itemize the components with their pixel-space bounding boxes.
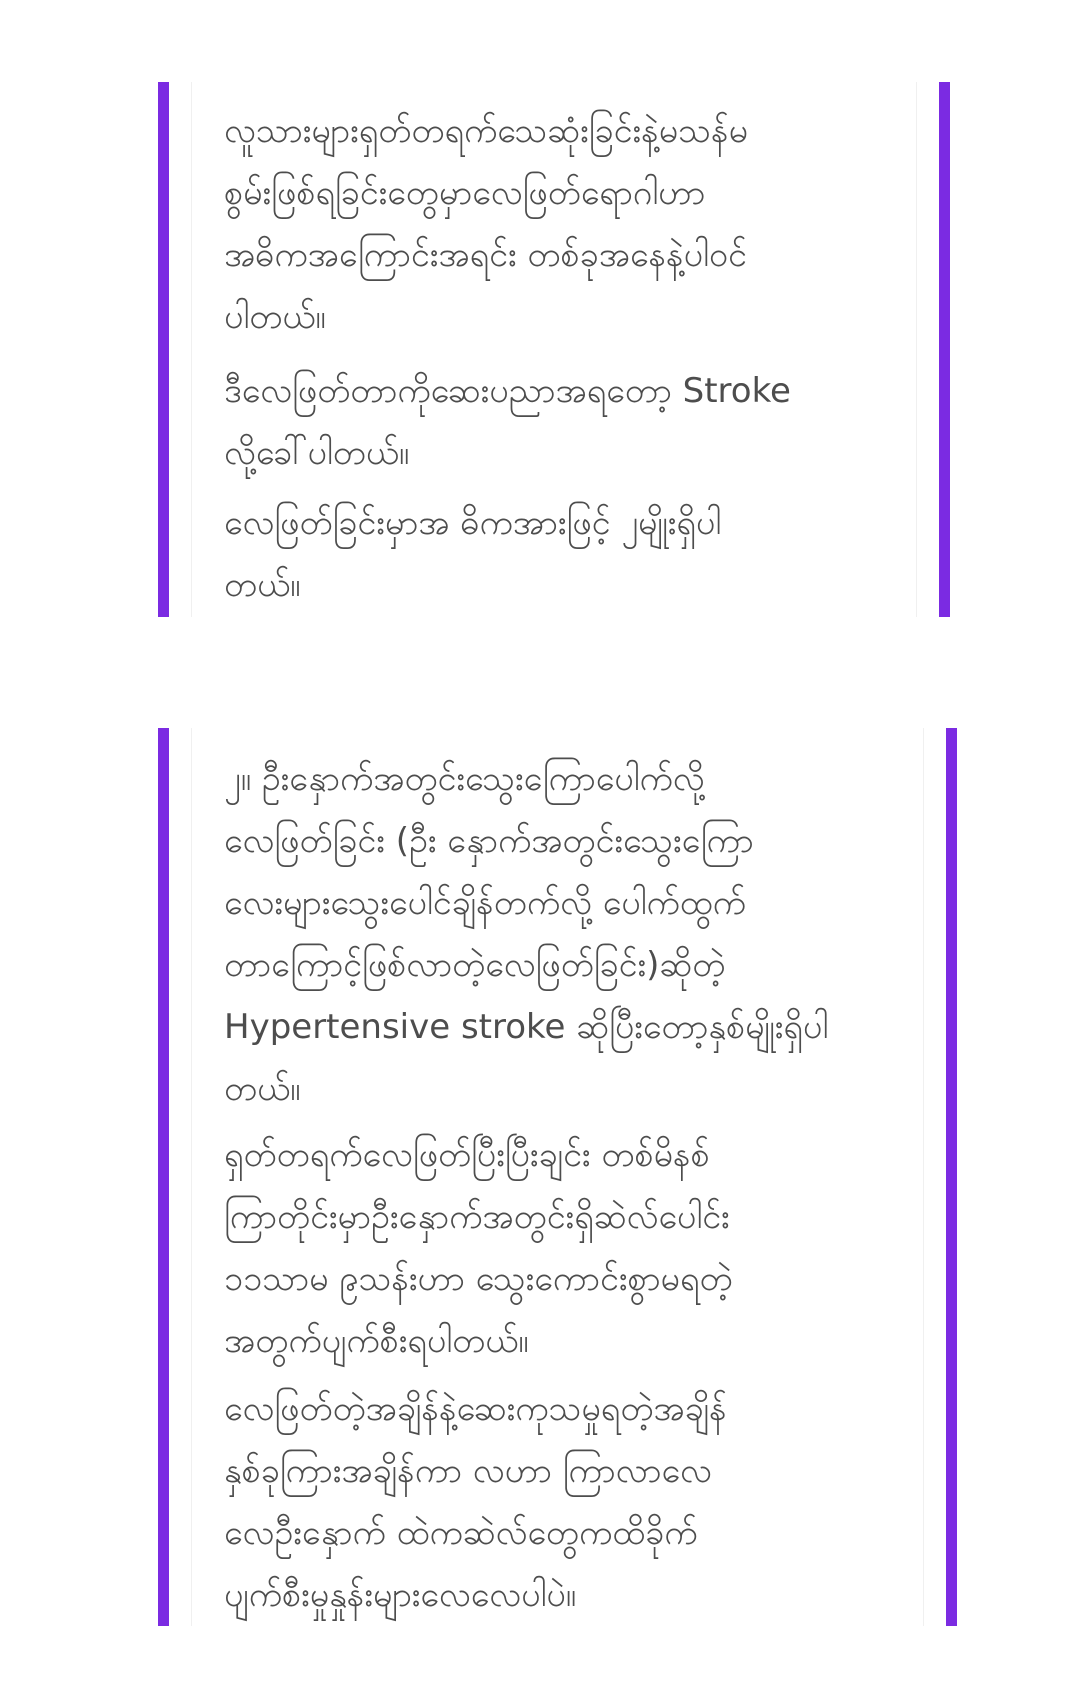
text-card-2 [158, 728, 957, 1626]
paragraph-two-types: လေဖြတ်ခြင်းမှာအ ဓိကအားဖြင့် ၂မျိုးရှိပါ တယ်။ [224, 503, 722, 605]
paragraph-treatment-time: လေဖြတ်တဲ့အချိန်နဲ့ဆေးကုသမှုရတဲ့အချိန် နှစ်ခုကြားအချိန်ကာ လဟာ ကြာလာလေ လေဦးနှောက် ထဲကဆဲလ်တွေကထိခိုက် ပျက်စီးမှုနှုန်းများလေလေပါပဲ။ [224, 1389, 727, 1615]
paragraph-hypertensive-stroke: ၂။ ဦးနှောက်အတွင်းသွေးကြောပေါက်လို့ လေဖြတ်ခြင်း (ဦး နှောက်အတွင်းသွေးကြော လေးများသွေးပေါင်ချိန်တက်လို့ ပေါက်ထွက် တာကြောင့်ဖြစ်လာတဲ့လေဖြတ်ခြင်း)ဆိုတဲ့ Hypertensive stroke ဆိုပြီးတော့နှစ်မျိုးရှိပါ တယ်။ [224, 759, 829, 1109]
paragraph-stroke-term: ဒီလေဖြတ်တာကိုဆေးပညာအရတော့ Stroke လို့ခေါ်ပါတယ်။ [224, 371, 791, 473]
paragraph-cell-loss: ရှတ်တရက်လေဖြတ်ပြီးပြီးချင်း တစ်မိနစ် ကြာတိုင်းမှာဦးနှောက်အတွင်းရှိဆဲလ်ပေါင်း ၁၁သာမ ၉သန်းဟာ သွေးကောင်းစွာမရတဲ့ အတွက်ပျက်စီးရပါတယ်။ [224, 1135, 733, 1361]
text-card-1 [158, 82, 950, 617]
paragraph-intro: လူသားများရှတ်တရက်သေဆုံးခြင်းနဲ့မသန်မ စွမ်းဖြစ်ရခြင်းတွေမှာလေဖြတ်ရောဂါဟာ အဓိကအကြောင်းအရင်း တစ်ခုအနေနဲ့ပါဝင် ပါတယ်။ [224, 111, 749, 337]
